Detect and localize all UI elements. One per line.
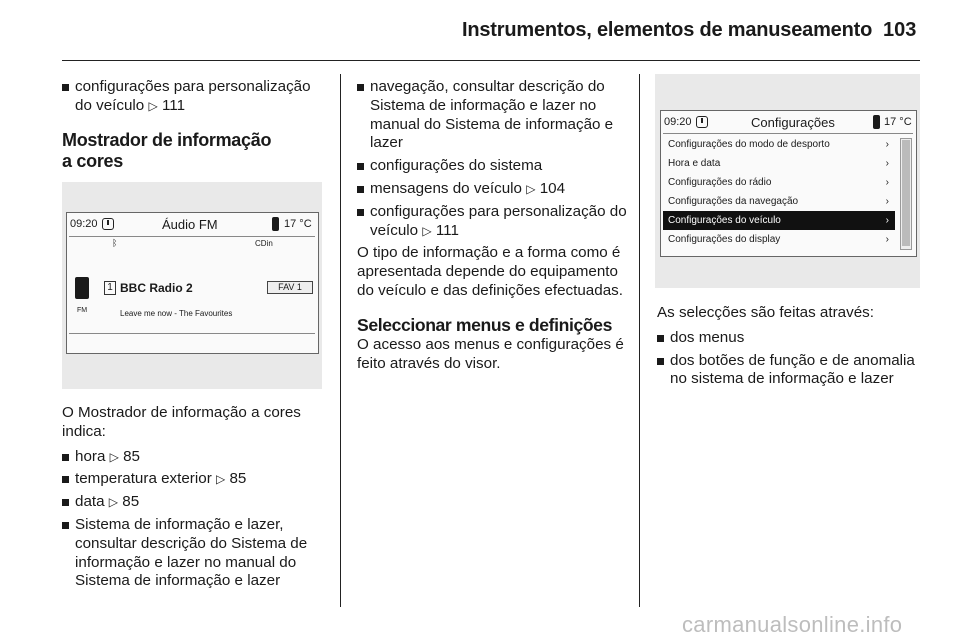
thermometer-icon <box>873 115 880 129</box>
page-reference[interactable]: 111 <box>435 221 459 239</box>
reference-arrow-icon: ▷ <box>526 181 536 196</box>
menu-item[interactable]: Configurações da navegação › <box>663 192 895 211</box>
chevron-right-icon: › <box>885 234 889 245</box>
list-item: navegação, consultar descrição do Sistema de informação e lazer no manual do Sistema de informação e lazer <box>357 78 629 153</box>
source-label: CDin <box>255 239 273 248</box>
page-reference[interactable]: 111 <box>161 96 186 114</box>
screen-title: Configurações <box>751 115 835 130</box>
page-reference[interactable]: 85 <box>123 447 141 465</box>
screen-divider <box>69 333 315 334</box>
radio-antenna-icon <box>75 277 89 299</box>
list-item: temperatura exterior ▷ 85 <box>62 470 330 489</box>
reference-arrow-icon: ▷ <box>215 472 226 487</box>
column-divider <box>639 74 640 607</box>
section-heading: Mostrador de informação a cores <box>62 129 272 171</box>
audio-screen <box>66 212 319 354</box>
scroll-thumb[interactable] <box>902 140 910 246</box>
list-item: data ▷ 85 <box>62 493 330 512</box>
reference-arrow-icon: ▷ <box>109 449 119 464</box>
column-divider <box>340 74 341 607</box>
chevron-right-icon: › <box>885 177 889 188</box>
list-item: Sistema de informação e lazer, consultar descrição do Sistema de informação e lazer no manual do Sistema de informação e lazer <box>62 516 330 591</box>
page-reference[interactable]: 85 <box>122 493 140 511</box>
section-heading: Seleccionar menus e definições <box>357 314 612 335</box>
display-photo-settings <box>655 74 920 288</box>
column-1 <box>62 78 330 172</box>
column-2 <box>357 78 629 379</box>
list-item: hora ▷ 85 <box>62 448 330 467</box>
screen-time: 09:20 <box>664 116 692 128</box>
reference-arrow-icon: ▷ <box>422 223 432 238</box>
menu-item[interactable]: Hora e data › <box>663 154 895 173</box>
list-item: configurações para personalização do veículo ▷ 111 <box>62 78 330 116</box>
menu-item[interactable]: Configurações do display › <box>663 230 895 249</box>
list-item: dos botões de função e de anomalia no sistema de informação e lazer <box>657 352 925 390</box>
band-label: FM <box>77 307 88 314</box>
menu-item-selected[interactable]: Configurações do veículo › <box>663 211 895 230</box>
page-reference[interactable]: 104 <box>539 179 566 197</box>
preset-number: 1 <box>104 281 116 295</box>
chevron-right-icon: › <box>885 139 889 150</box>
clock-icon <box>696 116 708 128</box>
screen-temperature: 17 °C <box>884 116 912 128</box>
list-item: mensagens do veículo ▷ 104 <box>357 180 629 199</box>
menu-scrollbar[interactable] <box>900 138 912 250</box>
page-reference[interactable]: 85 <box>229 470 247 488</box>
page-header-title: Instrumentos, elementos de manuseamento <box>462 19 873 41</box>
page-number: 103 <box>883 19 917 41</box>
intro-text: O Mostrador de informação a cores indica: <box>62 404 301 440</box>
column-1-lower <box>62 404 330 595</box>
list-item: configurações do sistema <box>357 157 629 176</box>
menu-item[interactable]: Configurações do rádio › <box>663 173 895 192</box>
list-item: dos menus <box>657 329 925 348</box>
screen-time: 09:20 <box>70 218 98 230</box>
reference-arrow-icon: ▷ <box>108 495 119 510</box>
screen-title: Áudio FM <box>162 217 218 232</box>
bluetooth-icon: ᛒ <box>112 238 118 248</box>
screen-temperature: 17 °C <box>284 218 312 230</box>
body-paragraph: O acesso aos menus e configurações é feito através do visor. <box>357 335 624 372</box>
screen-divider <box>69 236 315 237</box>
clock-icon <box>102 218 114 230</box>
settings-menu <box>663 135 895 253</box>
body-paragraph: O tipo de informação e a forma como é apresentada depende do equipamento do veículo e das definições efectuadas. <box>357 244 623 299</box>
screen-divider <box>663 133 913 134</box>
header-divider <box>62 60 920 61</box>
list-item: configurações para personalização do veículo ▷ 111 <box>357 203 629 241</box>
watermark: carmanualsonline.info <box>682 612 903 637</box>
column-3 <box>657 304 925 393</box>
favourite-label: FAV 1 <box>267 281 313 294</box>
station-name: BBC Radio 2 <box>120 281 193 295</box>
radio-text: Leave me now - The Favourites <box>120 309 233 318</box>
intro-text: As selecções são feitas através: <box>657 304 874 321</box>
thermometer-icon <box>272 217 279 231</box>
menu-item[interactable]: Configurações do modo de desporto › <box>663 135 895 154</box>
chevron-right-icon: › <box>885 196 889 207</box>
reference-arrow-icon: ▷ <box>148 98 158 113</box>
chevron-right-icon: › <box>885 158 889 169</box>
settings-screen <box>660 110 917 257</box>
display-photo-audio <box>62 182 322 389</box>
chevron-right-icon: › <box>885 215 889 226</box>
